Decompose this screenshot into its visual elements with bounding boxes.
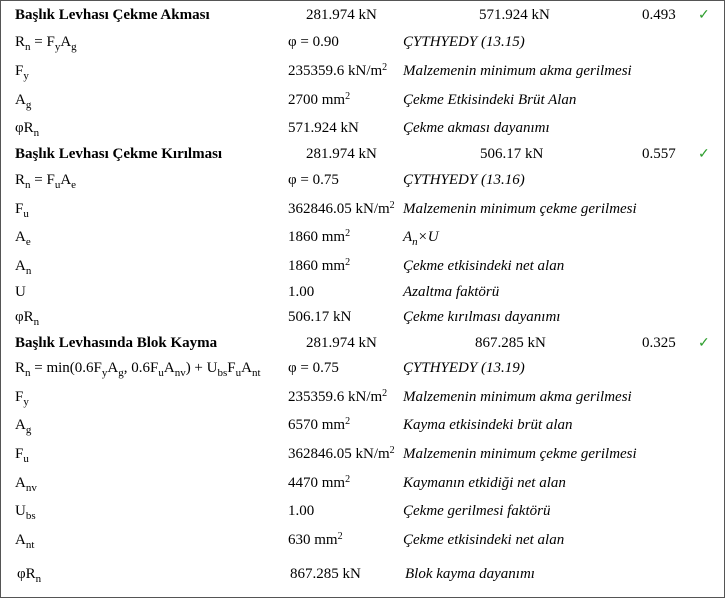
symbol: U [15,284,26,300]
ratio-value: 0.557 [642,146,676,162]
description: Çekme kırılması dayanımı [403,309,561,325]
description: ÇYTHYEDY (13.19) [403,360,525,376]
symbol: $A_{nt}$ [15,532,35,551]
demand-value: 281.974 kN [306,335,377,351]
value: 362846.05 $kN/m^2$ [288,200,395,217]
section-header [1,146,724,172]
row-ant [1,532,724,558]
description: Kaymanın etkidiği net alan [403,475,566,491]
row-phirn [1,566,724,592]
description: Malzemenin minimum akma gerilmesi [403,63,632,79]
value: 1.00 [288,503,315,519]
value: 1860 $mm^2$ [288,228,351,245]
capacity-value: 867.285 kN [475,335,546,351]
check-icon: ✓ [698,336,710,351]
section-title: Başlık Levhası Çekme Akması [15,7,210,23]
description: Çekme akması dayanımı [403,120,550,136]
description: Blok kayma dayanımı [405,566,535,582]
row-rn [1,172,724,198]
value: 235359.6 $kN/m^2$ [288,388,388,405]
symbol: $\varphi R_n$ [15,309,40,328]
ratio-value: 0.493 [642,7,676,23]
description: Kayma etkisindeki brüt alan [403,417,573,433]
value: 571.924 kN [288,120,359,136]
row-fu [1,446,724,472]
description: ÇYTHYEDY (13.15) [403,34,525,50]
capacity-value: 506.17 kN [480,146,544,162]
symbol: $R_n = F_yA_g$ [15,34,77,53]
symbol: $U_{bs}$ [15,503,36,522]
row-fu [1,201,724,227]
value: 235359.6 $kN/m^2$ [288,62,388,79]
symbol: $F_y$ [15,63,29,82]
row-rn-block-shear [1,360,724,386]
symbol: $A_g$ [15,92,32,111]
row-rn [1,34,724,60]
row-ae [1,229,724,255]
value: φ = 0.75 [288,360,339,376]
section-header [1,7,724,33]
symbol: $\varphi R_n$ [17,566,42,585]
value: 362846.05 $kN/m^2$ [288,445,395,462]
capacity-value: 571.924 kN [479,7,550,23]
value: 4470 $mm^2$ [288,474,351,491]
description: Malzemenin minimum akma gerilmesi [403,389,632,405]
symbol: $A_{nv}$ [15,475,37,494]
section-title: Başlık Levhası Çekme Kırılması [15,146,223,162]
row-an [1,258,724,284]
block-shear-formula: $R_n = \min(0.6F_yA_g$, $0.6F_uA_{nv}) + U_{bs}F_uA_{nt}$ [15,360,261,379]
value: φ = 0.90 [288,34,339,50]
value: 2700 $mm^2$ [288,91,351,108]
row-fy [1,389,724,415]
description: Azaltma faktörü [403,284,500,300]
check-icon: ✓ [698,8,710,23]
description: Çekme Etkisindeki Brüt Alan [403,92,577,108]
description: $A_n\times U$ [403,229,439,248]
value: 6570 $mm^2$ [288,416,351,433]
description: Malzemenin minimum çekme gerilmesi [403,446,637,462]
check-icon: ✓ [698,147,710,162]
value: 1860 $mm^2$ [288,257,351,274]
symbol: $F_y$ [15,389,29,408]
value: φ = 0.75 [288,172,339,188]
symbol: $A_g$ [15,417,32,436]
row-anv [1,475,724,501]
section-header [1,335,724,361]
row-ag [1,92,724,118]
symbol: $F_u$ [15,201,29,220]
description: Çekme etkisindeki net alan [403,258,565,274]
description: ÇYTHYEDY (13.16) [403,172,525,188]
row-ag [1,417,724,443]
symbol: $A_n$ [15,258,32,277]
demand-value: 281.974 kN [306,146,377,162]
ratio-value: 0.325 [642,335,676,351]
symbol: $R_n = F_uA_e$ [15,172,77,191]
row-phirn [1,309,724,335]
value: 630 $mm^2$ [288,531,343,548]
row-u [1,284,724,310]
description: Çekme etkisindeki net alan [403,532,565,548]
value: 1.00 [288,284,315,300]
row-fy [1,63,724,89]
value: 867.285 kN [290,566,361,582]
value: 506.17 kN [288,309,352,325]
description: Malzemenin minimum çekme gerilmesi [403,201,637,217]
row-ubs [1,503,724,529]
section-title: Başlık Levhasında Blok Kayma [15,335,218,351]
symbol: $\varphi R_n$ [15,120,40,139]
demand-value: 281.974 kN [306,7,377,23]
description: Çekme gerilmesi faktörü [403,503,551,519]
row-phirn [1,120,724,146]
symbol: $A_e$ [15,229,31,248]
symbol: $F_u$ [15,446,29,465]
